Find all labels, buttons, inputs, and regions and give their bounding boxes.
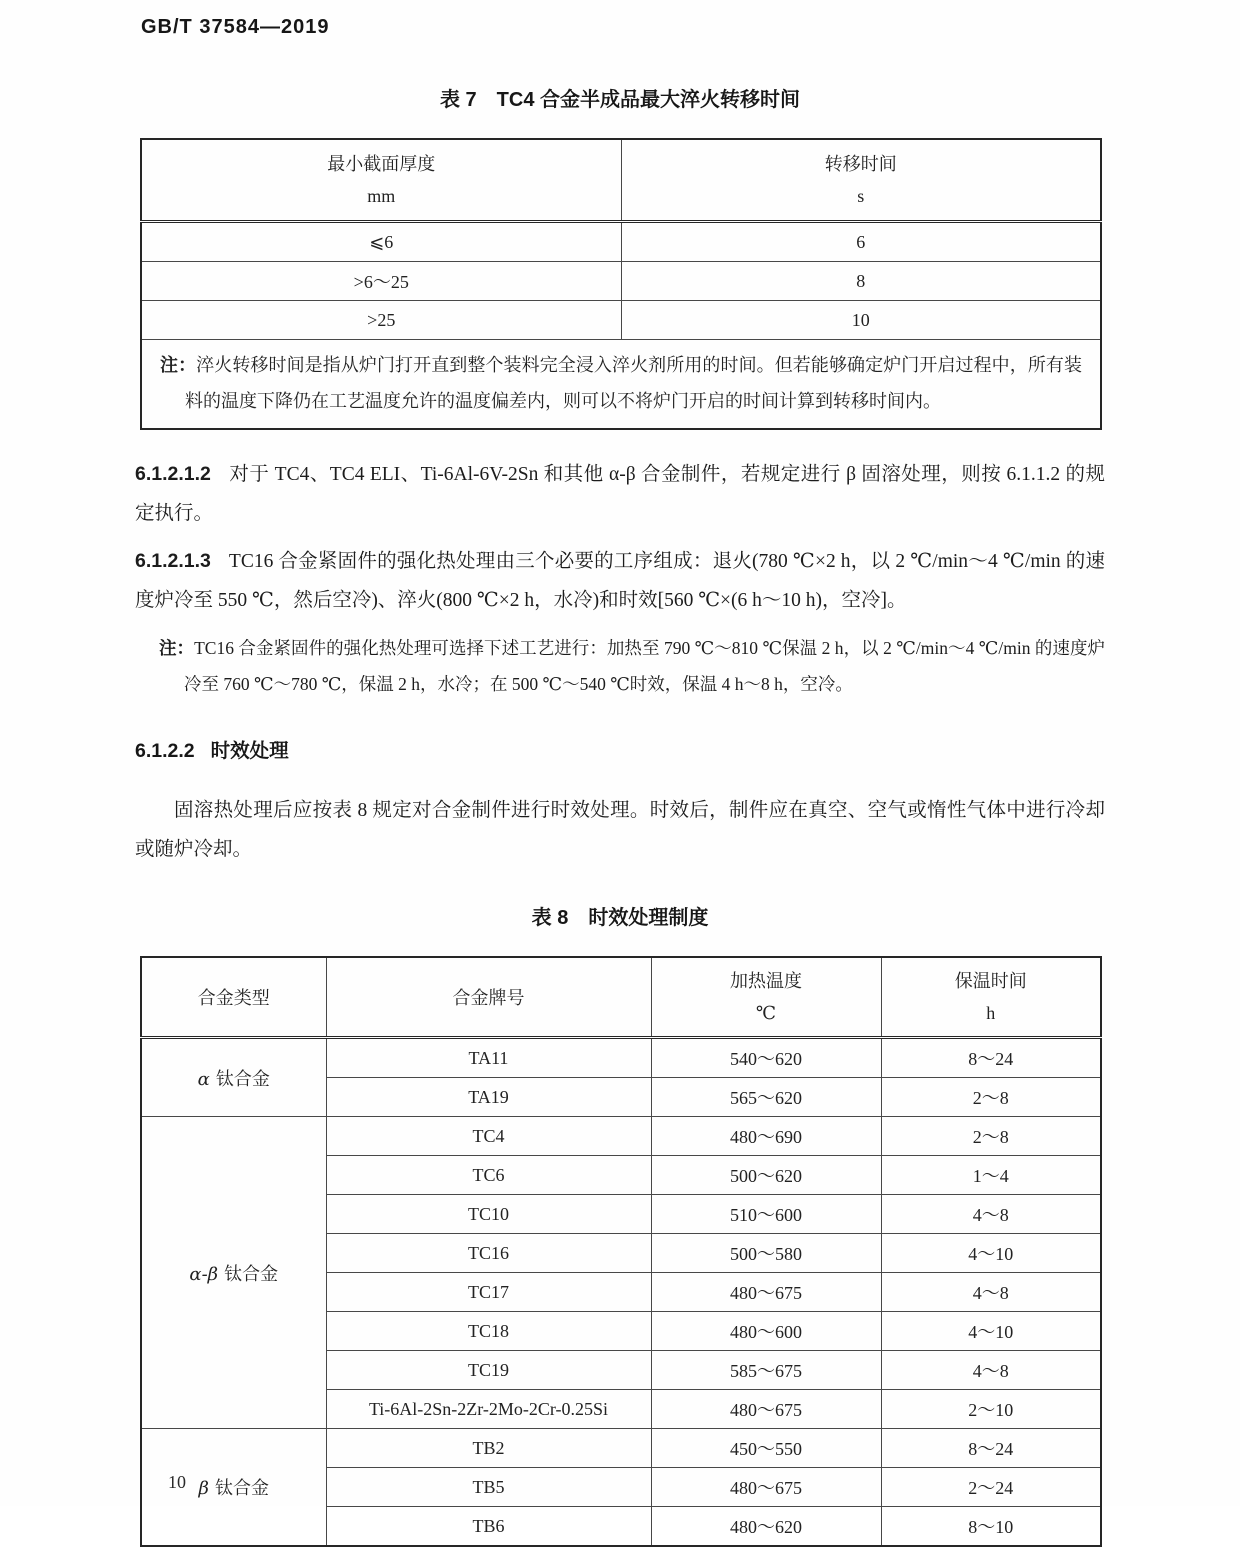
alloy-type-alpha bbox=[141, 1038, 326, 1117]
table7-title: 表 7 TC4 合金半成品最大淬火转移时间 bbox=[439, 89, 801, 111]
table7-note-row bbox=[141, 340, 1101, 430]
grade-cell: TA19 bbox=[326, 1078, 651, 1117]
alloy-type-name: 钛合金 bbox=[224, 1263, 279, 1284]
body-text-block bbox=[135, 455, 1105, 869]
thickness-cell: >6～25 bbox=[141, 262, 621, 301]
table-row bbox=[141, 1038, 1101, 1078]
time-cell: 2～8 bbox=[881, 1078, 1101, 1117]
temp-cell: 540～620 bbox=[651, 1038, 881, 1078]
time-cell: 4～8 bbox=[881, 1273, 1101, 1312]
table8-header-row bbox=[141, 957, 1101, 1038]
table7-col2-header bbox=[621, 139, 1101, 222]
time-cell: 4～8 bbox=[881, 1351, 1101, 1390]
grade-cell: TC17 bbox=[326, 1273, 651, 1312]
heading-title: 时效处理 bbox=[210, 740, 289, 762]
temp-cell: 480～675 bbox=[651, 1273, 881, 1312]
col2-header-unit: s bbox=[857, 186, 865, 206]
note-label: 注： bbox=[160, 355, 197, 375]
heading-number: 6.1.2.2 bbox=[135, 740, 195, 762]
grade-cell: TC19 bbox=[326, 1351, 651, 1390]
time-cell: 2～10 bbox=[881, 1390, 1101, 1429]
table-row bbox=[141, 1117, 1101, 1156]
table8-grade-header: 合金牌号 bbox=[326, 957, 651, 1038]
table-row bbox=[141, 301, 1101, 340]
time-header-unit: h bbox=[986, 1003, 996, 1023]
note-label: 注： bbox=[159, 638, 195, 658]
table8-aging-treatment bbox=[140, 956, 1102, 1547]
table8-title: 表 8 时效处理制度 bbox=[531, 907, 709, 929]
grade-cell: TC4 bbox=[326, 1117, 651, 1156]
table7-note bbox=[141, 340, 1101, 430]
clause-number: 6.1.2.1.2 bbox=[135, 463, 211, 485]
note-text: TC16 合金紧固件的强化热处理可选择下述工艺进行：加热至 790 ℃～810 ℃保温 2 h，以 2 ℃/min～4 ℃/min 的速度炉冷至 760 ℃～780 ℃，保温 2 h，水冷；在 500 ℃～540 ℃时效，保温 4 h～8 h，空冷。 bbox=[184, 638, 1106, 694]
table7-col1-header bbox=[141, 139, 621, 222]
alloy-type-greek: α bbox=[197, 1068, 210, 1090]
temp-cell: 500～580 bbox=[651, 1234, 881, 1273]
paragraph-aging-treatment: 固溶热处理后应按表 8 规定对合金制件进行时效处理。时效后，制件应在真空、空气或惰性气体中进行冷却或随炉冷却。 bbox=[135, 800, 1105, 860]
note-text: 淬火转移时间是指从炉门打开直到整个装料完全浸入淬火剂所用的时间。但若能够确定炉门开启过程中，所有装料的温度下降仍在工艺温度允许的温度偏差内，则可以不将炉门开启的时间计算到转移时间内。 bbox=[185, 355, 1083, 411]
page-number: 10 bbox=[168, 1472, 186, 1492]
clause-6-1-2-1-3-note bbox=[135, 630, 1105, 702]
col1-header-label: 最小截面厚度 bbox=[327, 154, 436, 174]
grade-cell: TA11 bbox=[326, 1038, 651, 1078]
time-cell: 6 bbox=[621, 222, 1101, 262]
grade-cell: TB2 bbox=[326, 1429, 651, 1468]
grade-cell: TB6 bbox=[326, 1507, 651, 1547]
temp-cell: 480～690 bbox=[651, 1117, 881, 1156]
grade-cell: TC10 bbox=[326, 1195, 651, 1234]
col1-header-unit: mm bbox=[367, 186, 396, 206]
temp-header-unit: ℃ bbox=[755, 1003, 777, 1023]
temp-cell: 480～675 bbox=[651, 1390, 881, 1429]
time-cell: 2～24 bbox=[881, 1468, 1101, 1507]
temp-cell: 585～675 bbox=[651, 1351, 881, 1390]
time-cell: 4～10 bbox=[881, 1234, 1101, 1273]
table7-quench-transfer-time bbox=[140, 138, 1102, 430]
grade-cell: TC18 bbox=[326, 1312, 651, 1351]
clause-text: TC16 合金紧固件的强化热处理由三个必要的工序组成：退火(780 ℃×2 h，以 2 ℃/min～4 ℃/min 的速度炉冷至 550 ℃，然后空冷)、淬火(800 ℃×2 h，水冷)和时效[560 ℃×(6 h～10 h)，空冷]。 bbox=[135, 551, 1105, 611]
grade-cell: TC6 bbox=[326, 1156, 651, 1195]
time-cell: 8～24 bbox=[881, 1038, 1101, 1078]
table8-type-header: 合金类型 bbox=[141, 957, 326, 1038]
temp-cell: 450～550 bbox=[651, 1429, 881, 1468]
thickness-cell: >25 bbox=[141, 301, 621, 340]
heading-6-1-2-2 bbox=[135, 732, 1105, 771]
time-cell: 8 bbox=[621, 262, 1101, 301]
alloy-type-name: 钛合金 bbox=[214, 1478, 269, 1498]
alloy-type-alpha-beta bbox=[141, 1117, 326, 1429]
temp-cell: 480～675 bbox=[651, 1468, 881, 1507]
grade-cell: TB5 bbox=[326, 1468, 651, 1507]
standard-number: GB/T 37584—2019 bbox=[141, 16, 330, 38]
grade-cell: Ti-6Al-2Sn-2Zr-2Mo-2Cr-0.25Si bbox=[326, 1390, 651, 1429]
table-row bbox=[141, 1429, 1101, 1468]
time-cell: 4～8 bbox=[881, 1195, 1101, 1234]
table8-temp-header bbox=[651, 957, 881, 1038]
time-cell: 1～4 bbox=[881, 1156, 1101, 1195]
temp-cell: 500～620 bbox=[651, 1156, 881, 1195]
clause-number: 6.1.2.1.3 bbox=[135, 550, 211, 572]
col2-header-label: 转移时间 bbox=[824, 154, 897, 174]
table-row bbox=[141, 262, 1101, 301]
temp-cell: 510～600 bbox=[651, 1195, 881, 1234]
temp-header-label: 加热温度 bbox=[730, 971, 802, 991]
time-cell: 2～8 bbox=[881, 1117, 1101, 1156]
table7-header-row bbox=[141, 139, 1101, 222]
table8-time-header bbox=[881, 957, 1101, 1038]
alloy-type-name: 钛合金 bbox=[215, 1068, 270, 1089]
thickness-cell: ⩽6 bbox=[141, 222, 621, 262]
time-cell: 10 bbox=[621, 301, 1101, 340]
time-cell: 8～10 bbox=[881, 1507, 1101, 1547]
alloy-type-greek: α-β bbox=[189, 1263, 219, 1285]
temp-cell: 480～620 bbox=[651, 1507, 881, 1547]
clause-6-1-2-1-3 bbox=[135, 542, 1105, 620]
clause-6-1-2-1-2 bbox=[135, 455, 1105, 533]
table-row bbox=[141, 222, 1101, 262]
time-header-label: 保温时间 bbox=[954, 971, 1027, 991]
temp-cell: 480～600 bbox=[651, 1312, 881, 1351]
temp-cell: 565～620 bbox=[651, 1078, 881, 1117]
alloy-type-greek: β bbox=[198, 1478, 209, 1499]
clause-text: 对于 TC4、TC4 ELI、Ti-6Al-6V-2Sn 和其他 α-β 合金制件，若规定进行 β 固溶处理，则按 6.1.1.2 的规定执行。 bbox=[135, 464, 1105, 524]
time-cell: 8～24 bbox=[881, 1429, 1101, 1468]
time-cell: 4～10 bbox=[881, 1312, 1101, 1351]
grade-cell: TC16 bbox=[326, 1234, 651, 1273]
